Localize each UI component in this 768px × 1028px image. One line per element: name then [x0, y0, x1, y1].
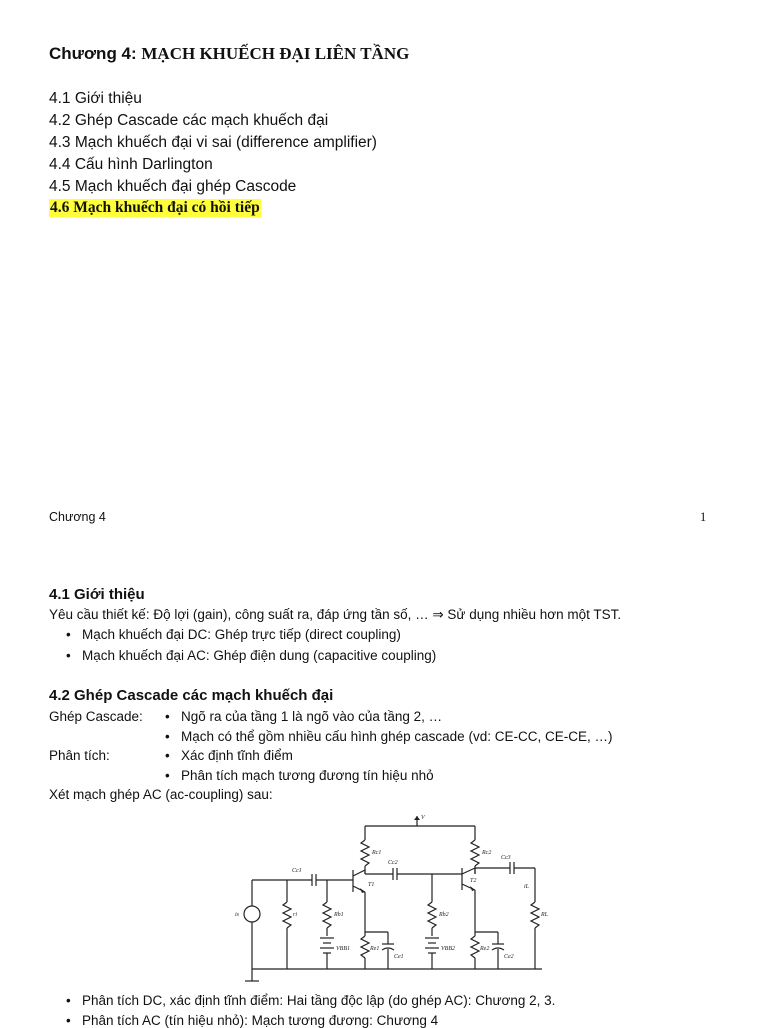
section-heading-4-2: 4.2 Ghép Cascade các mạch khuếch đại — [49, 687, 334, 704]
bullet-ac-amplifier: • Mạch khuếch đại AC: Ghép điện dung (capacitive coupling) — [82, 648, 436, 663]
label-ri: ri — [293, 912, 298, 918]
analysis-item-1: • Xác định tĩnh điểm — [181, 748, 293, 763]
label-rb2: Rb2 — [439, 912, 449, 918]
section-heading-4-1: 4.1 Giới thiệu — [49, 586, 145, 603]
label-t2: T2 — [470, 878, 477, 884]
chapter-title — [49, 44, 409, 64]
label-rc1: Rc1 — [372, 850, 382, 856]
bullet-dc-analysis: • Phân tích DC, xác định tĩnh điểm: Hai tầng độc lập (do ghép AC): Chương 2, 3. — [82, 993, 555, 1008]
label-il: iL — [524, 884, 530, 890]
label-ghep-cascade: Ghép Cascade: — [49, 709, 143, 724]
label-vcc: V — [421, 815, 425, 821]
toc-item-4: 4.4 Cấu hình Darlington — [49, 156, 213, 173]
label-vbb2: VBB2 — [441, 946, 455, 952]
ac-coupled-cascade-circuit — [210, 806, 560, 990]
label-re1: Re1 — [370, 946, 380, 952]
cascade-item-2: • Mạch có thể gồm nhiều cấu hình ghép cascade (vd: CE-CC, CE-CE, …) — [181, 729, 612, 744]
section-intro: Yêu cầu thiết kế: Độ lợi (gain), công suất ra, đáp ứng tần số, … ⇒ Sử dụng nhiều hơn một TST. — [49, 607, 622, 622]
bullet-ac-analysis: • Phân tích AC (tín hiệu nhỏ): Mạch tương đương: Chương 4 — [82, 1013, 438, 1028]
label-rl: RL — [541, 912, 549, 918]
toc-item-3: 4.3 Mạch khuếch đại vi sai (difference amplifier) — [49, 134, 377, 151]
label-cc1: Cc1 — [292, 868, 302, 874]
label-vbb1: VBB1 — [336, 946, 350, 952]
circuit-intro: Xét mạch ghép AC (ac-coupling) sau: — [49, 787, 273, 802]
label-cc3: Cc3 — [501, 855, 511, 861]
label-cc2: Cc2 — [388, 860, 398, 866]
analysis-item-2: • Phân tích mạch tương đương tín hiệu nhỏ — [181, 768, 434, 783]
chapter-label: Chương 4: — [49, 44, 142, 63]
bullet-dc-amplifier: • Mạch khuếch đại DC: Ghép trực tiếp (direct coupling) — [82, 627, 401, 642]
label-rb1: Rb1 — [334, 912, 344, 918]
toc-item-5: 4.5 Mạch khuếch đại ghép Cascode — [49, 178, 297, 195]
page-number: 1 — [700, 510, 707, 524]
page-footer-left: Chương 4 — [49, 510, 106, 524]
label-rc2: Rc2 — [482, 850, 492, 856]
label-ce1: Ce1 — [394, 954, 404, 960]
label-ce2: Ce2 — [504, 954, 514, 960]
label-is: is — [235, 912, 240, 918]
toc-item-2: 4.2 Ghép Cascade các mạch khuếch đại — [49, 112, 329, 129]
cascade-item-1: • Ngõ ra của tầng 1 là ngõ vào của tầng 2, … — [181, 709, 442, 724]
chapter-name: MẠCH KHUẾCH ĐẠI LIÊN TẦNG — [141, 44, 410, 63]
toc-item-6-highlighted: 4.6 Mạch khuếch đại có hồi tiếp — [50, 199, 260, 216]
toc-item-1: 4.1 Giới thiệu — [49, 90, 142, 107]
label-re2: Re2 — [480, 946, 490, 952]
label-phan-tich: Phân tích: — [49, 748, 110, 763]
label-t1: T1 — [368, 882, 375, 888]
